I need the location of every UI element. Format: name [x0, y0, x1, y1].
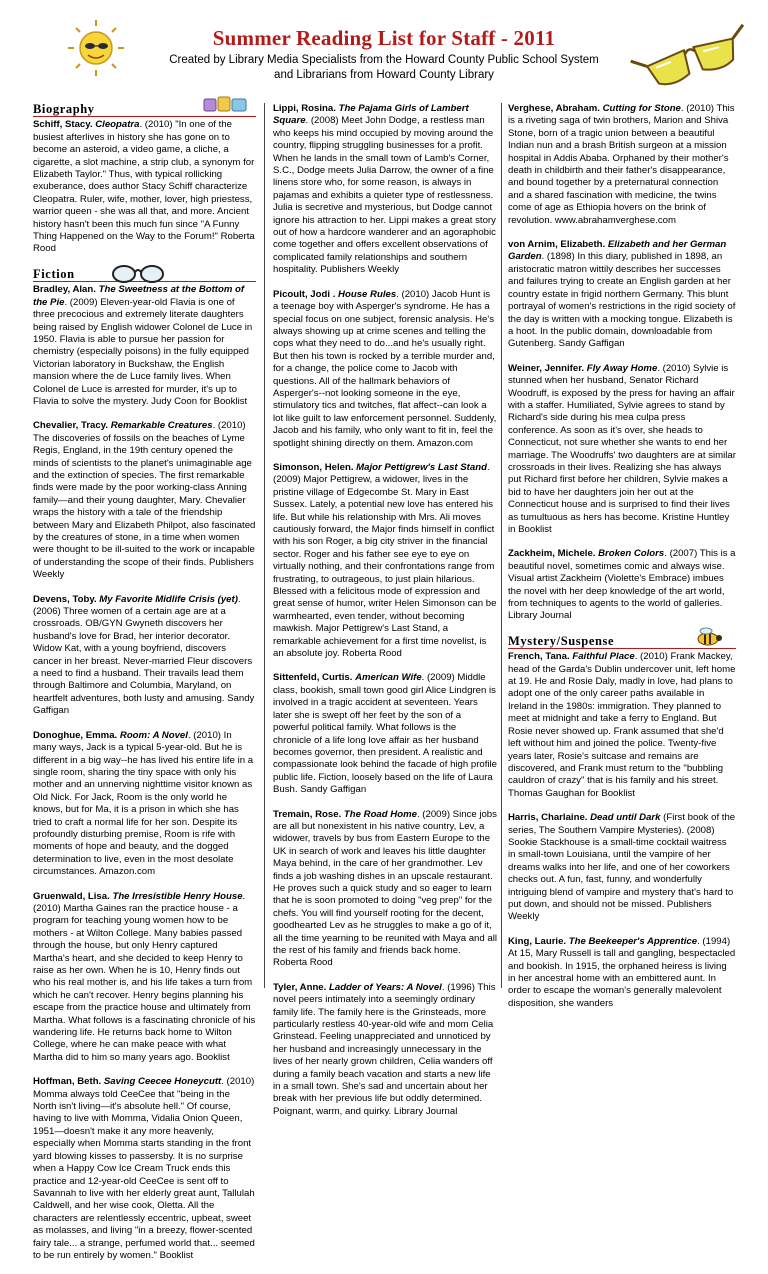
book-entry: Simonson, Helen. Major Pettigrew's Last Stand. (2009) Major Pettigrew, a widower, lives in the pristine village of Edgecombe St. Mary in East Sussex. Lately, a potential new love has entered his life. But while his relationship with Mrs. Ali moves cautiously forward, the Major finds himself in conflict with his son Roger, a big city striver in the financial sector. Roger and his father see eye to eye on virtually nothing, and their confrontations range from frustrating, to outrageous, to just plain hilarious. Blessed with a felicitous mode of expression and great sense of humor, writer Helen Simonson can be warmhearted, even tender, without becoming mawkish. Major Pettigrew's Last Stand, a remarkable achievement for a first time novelist, is an absolute joy. Roberta Rood	[273, 461, 497, 660]
book-entry: von Arnim, Elizabeth. Elizabeth and her German Garden. (1898) In this diary, published in 1898, an aristocratic matron wittily describes her successes and failures trying to create an English garden at her country estate in frigid northern Germany. This blunt portrayal of women's restrictions in the rigid society of the day is written with a mocking tongue. Elizabeth is a hoot. In the public domain, downloadable from Gutenberg. Sandy Gaffigan	[508, 239, 736, 350]
book-entry: Sittenfeld, Curtis. American Wife. (2009) Middle class, bookish, small town good girl Alice Lindgren is involved in a tragic accident at seventeen. Years later she is swept off her feet by the son of a powerful political family. What follows is the chronicle of a life long love affair as her husband becomes governor, then president. A realistic and compassionate look behind the facade of high profile public life. Fiction, loosely based on the life of Laura Bush. Sandy Gaffigan	[273, 672, 498, 796]
section-heading-mystery: Mystery/Suspense	[508, 635, 736, 649]
column-1	[33, 103, 256, 1274]
sunglasses-icon	[628, 22, 758, 102]
books-icon	[202, 95, 250, 113]
book-entry: Verghese, Abraham. Cutting for Stone. (2010) This is a riveting saga of twin brothers, Marion and Shiva Stone, born of a tragic union between a beautiful Indian nun and a brash British surgeon at a mission hospital in Addis Ababa. Orphaned by their mother's death in childbirth and their father's disappearance, and bound together by a preternatural connection and a shared fascination with medicine, the twins come of age as Ethiopia hovers on the brink of revolution. www.abrahamverghese.com	[508, 103, 735, 226]
sunglasses-small-icon	[110, 262, 166, 286]
book-entry: Tremain, Rose. The Road Home. (2009) Since jobs are all but nonexistent in his native country, Lev, a widower, travels by bus from Eastern Europe to the UK in search of work and leaves his little daughter Maya behind, in the care of her grandmother. Lev finds a job washing dishes in an upscale restaurant. He proves such a quick study and so eager to learn that he is soon promoted to doing "veg prep" for the chefs. You will find yourself rooting for the decent, goodhearted Lev as he struggles to make a go of it, all the time yearning to be reunited with Maya and all the rest of his family and friends back home. Roberta Rood	[273, 808, 497, 969]
book-entry: Harris, Charlaine. Dead until Dark (First book of the series, The Southern Vampire Mysteries). (2008) Sookie Stackhouse is a small-time cocktail waitress in small-town Louisiana, until the vampire of her dreams walks into her life, and one of her coworkers checks out. A fun, fast, funny, and wonderfully intriguing blend of vampire and mystery that's hard to put down, and should not be missed. Publishers Weekly	[508, 812, 736, 923]
book-entry: French, Tana. Faithful Place. (2010) Frank Mackey, head of the Garda's Dublin undercover unit, left home at 19. He and Rosie Daly, madly in love, had plans to adopt one of the only career paths available in Ireland in the 1980s: immigration. They planned to meet at midnight and take a ferry to England. But Rosie never showed up. Frank assumed that she'd left without him and joined the police. Twenty-five years later, Rosie's suitcase and remains are discovered, and Frank must return to the "bubbling cauldron of crazy" that is his family and his street. Thomas Gaughan for Booklist	[508, 651, 736, 799]
book-entry: Schiff, Stacy. Cleopatra. (2010) "In one of the busiest afterlives in history she has gone on to become an asteroid, a video game, a cliche, a cigarette, a slot machine, a strip club, a synonym for Elizabeth Taylor." Thus, with typical rollicking exuberance, does author Stacy Schiff characterize Cleopatra. Ruler, wife, mother, lover, high priestess, warrior queen - she was all that, and more. Ancient history hasn't been this much fun since "A Funny Thing Happened on the Way to the Forum!" Roberta Rood	[33, 119, 255, 255]
book-entry: King, Laurie. The Beekeeper's Apprentice. (1994) At 15, Mary Russell is tall and gangling, bespectacled and bookish. In 1915, the orphaned heiress is living in her ancestral home with an embittered aunt. In order to escape the woman's generally malevolent disposition, she wanders	[508, 935, 736, 1009]
bee-icon	[690, 627, 730, 647]
book-entry: Weiner, Jennifer. Fly Away Home. (2010) Sylvie is stunned when her husband, Senator Richard Woodruff, is exposed by the press for having an affair with a staffer. Humiliated, Sylvie agrees to stand by Richard's side during his mea culpa press conference. As soon as it's over, she heads to Connecticut, not sure whether she wants to end her marriage. The Woodruffs' two daughters are at similar crossroads in their lives. Realizing she has always put Richard first before her children, Sylvie makes a bid to have her daughters join her out at the Connecticut house and is surprised to find their lives as tumultuous as hers has become. Kristine Huntley in Booklist	[508, 362, 736, 535]
book-entry: Donoghue, Emma. Room: A Novel. (2010) In many ways, Jack is a typical 5-year-old. But he is different in a big way--he has lived his entire life in a single room, sharing the tiny space with only his mother and an unnerving nighttime visitor known as Old Nick. For Jack, Room is the only world he knows, but for Ma, it is a prison in which she has tried to craft a normal life for her son. Despite its profoundly disturbing premise, Room is rife with moments of hope and beauty, and the dogged determination to live, even in the most desolate circumstances. Amazon.com	[33, 729, 254, 878]
book-entry: Tyler, Anne. Ladder of Years: A Novel. (1996) This novel peers intimately into a seemingly ordinary family life. The family here is the Grinsteads, more particularly restless 40-year-old wife and mom Celia Grinstead. Feeling unappreciated and unnoticed by her husband and increasingly unnecessary in the lives of her nearly grown children, Celia wanders off during a family beach vacation and starts a new life in a small town. She's sad and uncertain about her break with her previous life but oddly determined. Poignant, warm, and quirky. Library Journal	[273, 981, 496, 1117]
page-header	[0, 0, 768, 100]
book-entry: Hoffman, Beth. Saving Ceecee Honeycutt. (2010) Momma always told CeeCee that "being in the North isn't living—it's absolute hell." Of course, having to live with Momma, Vidalia Onion Queen, 1951—doesn't make it any more heavenly, especially when Momma starts standing in the front yard blowing kisses to passersby. It is no surprise when a Happy Cow Ice Cream Truck ends this practice and 12-year-old CeeCee is sent off to Savannah to live with her elderly great aunt, Tallulah Caldwell, and her wise cook, Oletta. All the characters are relentlessly eccentric, upbeat, sweet as molasses, and living "in a breezy, flower-scented fairy tale... a strange, perfumed world that... seemed to be run entirely by women." Booklist	[33, 1076, 255, 1261]
book-entry: Lippi, Rosina. The Pajama Girls of Lambert Square. (2008) Meet John Dodge, a restless man who keeps his mind occupied by moving around the country, flipping struggling businesses for a profit. When he lands in the small town of Lamb's Corner, S.C., Dodge meets Julia Darrow, the owner of a fine linens store who, for some reason, is always in pajamas and exhibits a quieter type of restlessness. Julia is secretive and mysterious, but Dodge cannot ignore his attraction to her. Lippi makes a great story out of how a hardcore wanderer and an agoraphobic come together and offers excellent observations of complicated family relationships and southern hospitality. Publishers Weekly	[273, 103, 496, 276]
column-divider	[501, 103, 502, 988]
book-entry: Devens, Toby. My Favorite Midlife Crisis (yet). (2006) Three women of a certain age are at a crossroads. OB/GYN Gwyneth discovers her husband's love for Brad, her interior decorator. Widow Kat, with a young boyfriend, discovers cancer in her breast. Never-married Fleur discovers a need to find a husband. Their travails lead them through Baltimore and Columbia, Maryland, on heartfelt adventures, both lusty and amusing. Sandy Gaffigan	[33, 593, 255, 717]
section-heading-fiction: Fiction	[33, 268, 256, 282]
book-entry: Gruenwald, Lisa. The Irresistible Henry House. (2010) Martha Gaines ran the practice house - a program for teaching young women how to be mothers - at Wilton College. Many babies passed through the house, but only Henry captured Martha's heart, and she decided to keep Henry to raise as her own. When he is 10, Henry finds out who his real mother is, and his life takes a turn from which he can't recover. Henry begins planning his escape from the practice house and ultimately from Martha. What follows is a fascinating chronicle of his wandering life. He returns back home to Wilton College, where he can make peace with what Martha did to him so many years ago. Booklist	[33, 890, 256, 1063]
book-entry: Picoult, Jodi . House Rules. (2010) Jacob Hunt is a teenage boy with Asperger's syndrome. He has a special focus on one subject, forensic analysis. He's always showing up at crime scenes and telling the cops what they need to do...and he's usually right. But then his town is rocked by a terrible murder and, for a change, the police come to Jacob with questions. All of the hallmark behaviors of Asperger's--not looking someone in the eye, stimulatory tics and twitches, flat affect--can look a lot like guilt to law enforcement personnel. Suddenly, Jacob and his family, who only want to fit in, feel the spotlight shining directly on them. Amazon.com	[273, 288, 497, 449]
column-divider	[264, 103, 265, 988]
column-3	[508, 103, 736, 1022]
book-entry: Chevalier, Tracy. Remarkable Creatures. (2010) The discoveries of fossils on the beaches of Lyme Regis, England, in the 19th century opened the minds of scientists to the planet's unimaginable age and the extinction of species. The first remarkable finds were made by the poor working-class Anning family—and their young daughter, Mary. Chevalier wraps the history with a tale of the friendship between Mary and Elizabeth Philpot, also fascinated by the creatures of stone, in a time when women were thought to be ill-suited to the work or incapable of understanding the scope of their finds. Publishers Weekly	[33, 420, 256, 581]
book-entry: Bradley, Alan. The Sweetness at the Bottom of the Pie. (2009) Eleven-year-old Flavia is one of three precocious and extremely literate daughters being raised by English widower Colonel de Luce in 1950. Flavia is able to pursue her passion for chemistry (especially poisons) in the fully equipped Victorian laboratory in Buckshaw, the English mansion where the de Luce family lives. When Colonel de Luce is arrested for murder, it's up to Flavia to solve the mystery. Judy Coon for Booklist	[33, 284, 253, 407]
column-2	[273, 103, 497, 1130]
page-title: Summer Reading List for Staff - 2011	[212, 26, 556, 50]
book-entry: Zackheim, Michele. Broken Colors. (2007) This is a beautiful novel, sometimes comic and always wise. Visual artist Zackheim (Violette's Embrace) imbues the novel with her deep knowledge of the art world, from techniques to agents to the world of galleries. Library Journal	[508, 548, 736, 622]
section-heading-biography: Biography	[33, 103, 256, 117]
page-subtitle: Created by Library Media Specialists from the Howard County Public School System and Librarians from Howard County Library	[169, 54, 599, 81]
